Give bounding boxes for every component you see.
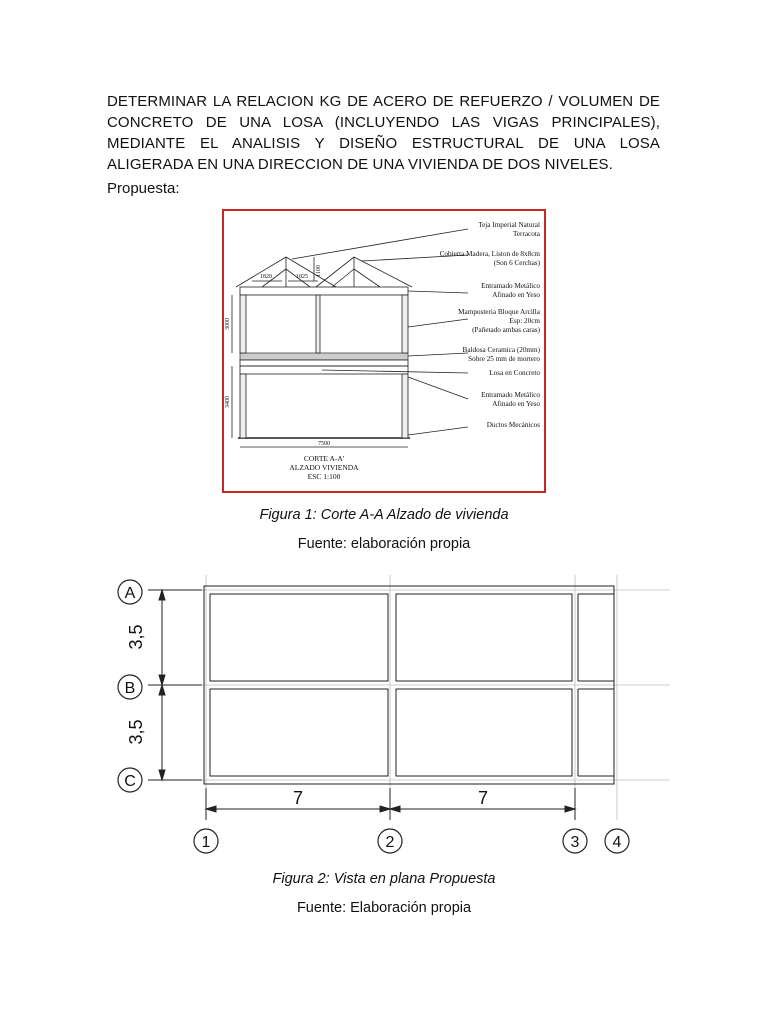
callout-4-line1: Mamposteria Bloque Arcilla [458,308,540,316]
row-axis-c: C [124,773,136,790]
callout-7-line2: Afinado en Yeso [492,400,540,408]
intro-paragraph: DETERMINAR LA RELACION KG DE ACERO DE REFUERZO / VOLUMEN DE CONCRETO DE UNA LOSA (INCLUYENDO LAS VIGAS PRINCIPALES), MEDIANTE EL ANALISIS Y DISEÑO ESTRUCTURAL DE UNA LOSA ALIGERADA EN UNA DIRECCION DE UNA VIVIENDA DE DOS NIVELES. [107,93,660,173]
section-title-line1: CORTE A-A' [303,454,345,463]
callout-7-line1: Entramado Metálico [481,391,540,399]
figure1-section-drawing [222,209,546,493]
figure2-source: Fuente: Elaboración propia [296,900,472,916]
dim-upper: 3000 [225,318,231,330]
dim-width: 7500 [318,441,330,447]
callout-5-line2: Sobre 25 mm de mortero [468,355,540,363]
dim-top-mid: 1825 [296,274,308,280]
callout-2-line2: (Son 6 Cerchas) [493,259,540,267]
col-axis-3: 3 [570,834,580,851]
row-span-bc: 3,5 [126,719,146,745]
row-span-ab: 3,5 [126,624,146,650]
figure2-caption: Figura 2: Vista en plana Propuesta [272,871,496,887]
dim-top-left: 1820 [260,274,272,280]
callout-1-line2: Terracota [512,230,540,238]
col-span-12: 7 [292,788,304,808]
section-title-line2: ALZADO VIVIENDA [289,463,359,472]
col-span-23: 7 [477,788,489,808]
section-title-line3: ESC 1:100 [307,472,341,481]
callout-8-line1: Ductos Mecánicos [486,421,540,429]
dim-lower: 3400 [225,396,231,408]
col-axis-1: 1 [201,834,211,851]
col-axis-4: 4 [612,834,622,851]
callout-6-line1: Losa en Concreto [489,369,540,377]
row-axis-b: B [124,680,136,697]
figure1-caption: Figura 1: Corte A-A Alzado de vivienda [259,507,509,523]
callout-4-line2: Esp: 20cm [509,317,540,325]
proposal-label: Propuesta: [107,180,180,197]
callout-2-line1: Cobierta Madera, Liston de 8x8cm [439,250,540,258]
figure2-plan-drawing [100,570,680,860]
callout-5-line1: Baldosa Ceramica (20mm) [462,346,540,354]
col-axis-2: 2 [385,834,395,851]
row-axis-a: A [124,585,136,602]
callout-4-line3: (Pañetado ambas caras) [472,326,540,334]
callout-1-line1: Teja Imperial Natural [478,221,540,229]
dim-ridge: 1100 [316,265,322,277]
callout-3-line2: Afinado en Yeso [492,291,540,299]
figure1-source: Fuente: elaboración propia [297,536,471,552]
callout-3-line1: Entramado Metálico [481,282,540,290]
